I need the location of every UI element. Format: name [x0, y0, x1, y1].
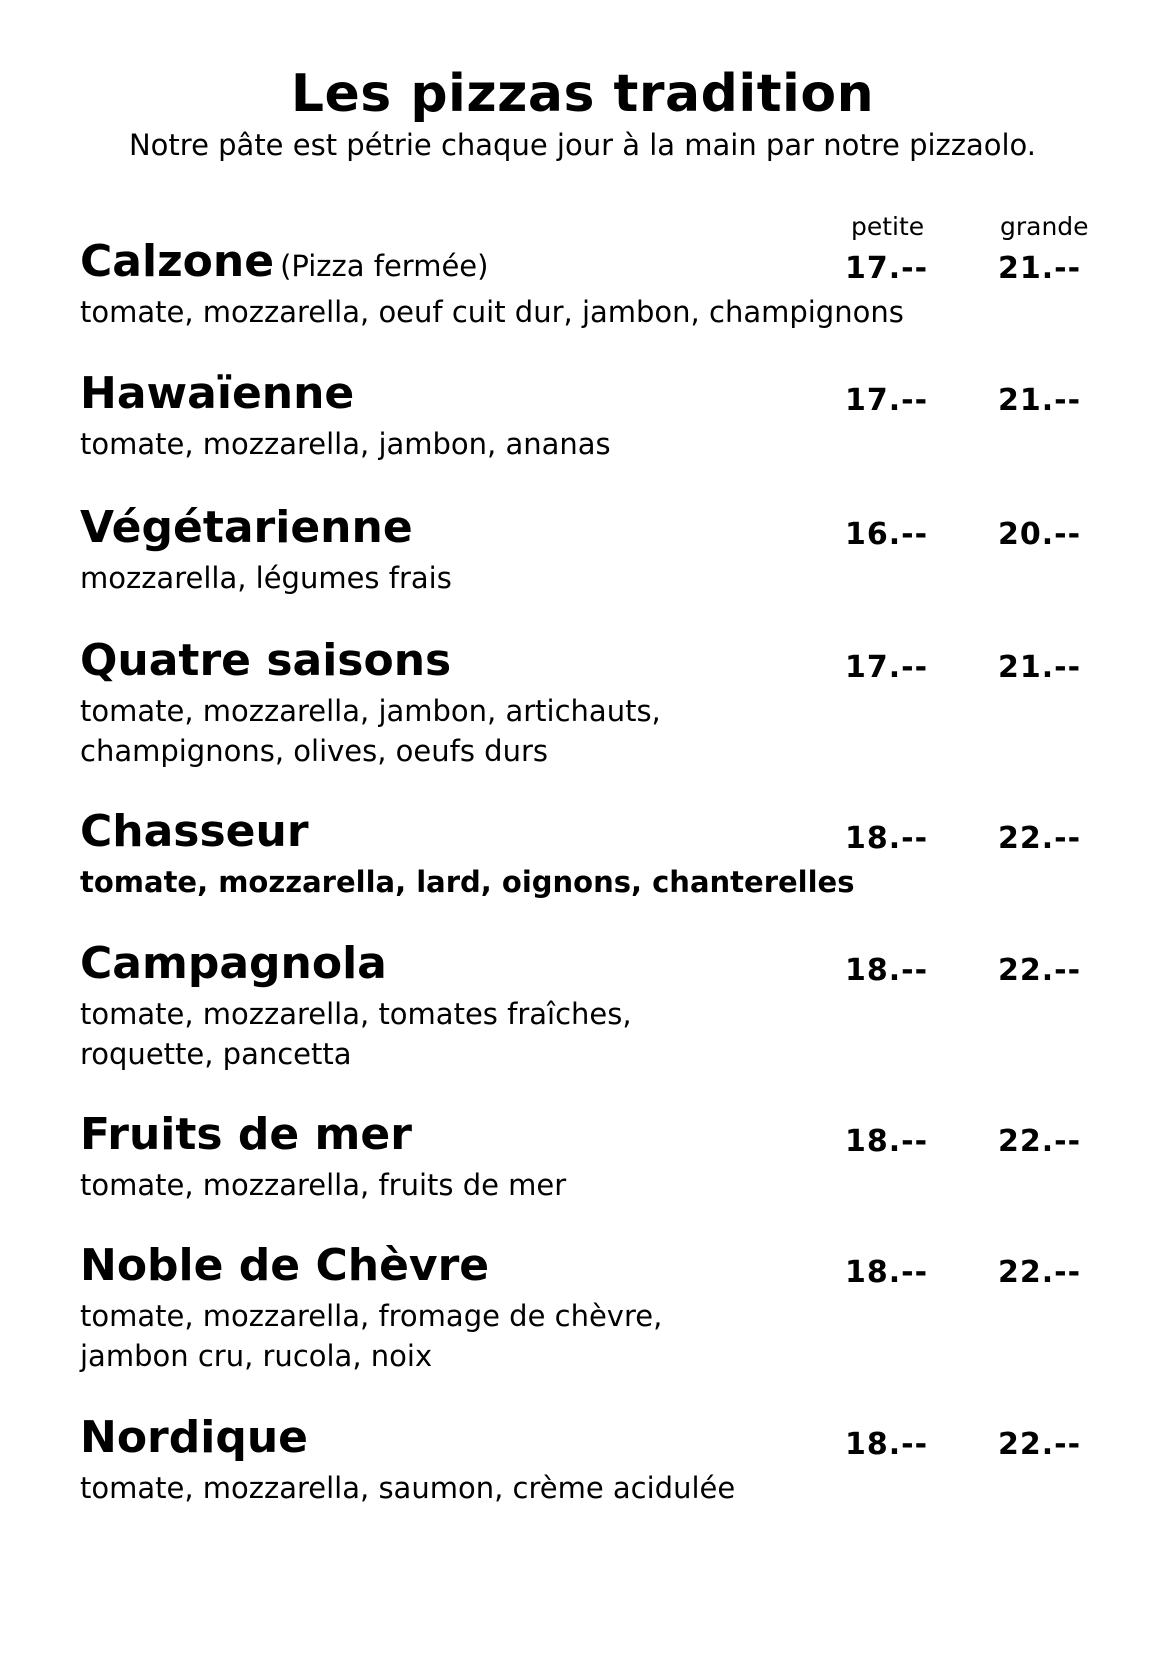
item-name: Chasseur [80, 806, 309, 857]
column-header-petite: petite [851, 212, 925, 241]
item-description-line: tomate, mozzarella, tomates fraîches, [80, 997, 632, 1031]
item-name: Fruits de mer [80, 1109, 412, 1160]
item-description: tomate, mozzarella, jambon, ananas [80, 427, 611, 461]
price-petite: 18.-- [845, 1124, 929, 1159]
item-description-line: tomate, mozzarella, fromage de chèvre, [80, 1299, 663, 1333]
item-description [80, 1296, 1100, 1376]
item-description: mozzarella, légumes frais [80, 561, 452, 595]
item-description-line: roquette, pancetta [80, 1037, 352, 1071]
price-grande: 22.-- [998, 953, 1082, 988]
item-description-line: tomate, mozzarella, jambon, artichauts, [80, 694, 661, 728]
price-petite: 17.-- [845, 650, 929, 685]
item-description [80, 691, 1100, 771]
price-grande: 22.-- [998, 821, 1082, 856]
price-petite: 17.-- [845, 251, 929, 286]
item-description: tomate, mozzarella, saumon, crème acidulée [80, 1471, 736, 1505]
item-note: (Pizza fermée) [280, 249, 489, 283]
price-petite: 18.-- [845, 821, 929, 856]
page-subtitle: Notre pâte est pétrie chaque jour à la main par notre pizzaolo. [128, 128, 1037, 162]
price-grande: 21.-- [998, 383, 1082, 418]
price-petite: 18.-- [845, 1427, 929, 1462]
menu-item-chasseur [80, 806, 1100, 902]
item-description: tomate, mozzarella, fruits de mer [80, 1168, 567, 1202]
item-description: tomate, mozzarella, lard, oignons, chanterelles [80, 865, 855, 899]
item-name: Calzone (Pizza fermée) [80, 236, 489, 287]
menu-item-campagnola [80, 938, 1100, 1074]
menu-item-hawaienne [80, 368, 1100, 464]
item-description: tomate, mozzarella, oeuf cuit dur, jambon, champignons [80, 295, 904, 329]
price-grande: 22.-- [998, 1255, 1082, 1290]
item-name: Noble de Chèvre [80, 1240, 490, 1291]
item-name: Végétarienne [80, 502, 413, 553]
price-grande: 22.-- [998, 1427, 1082, 1462]
menu-item-quatre-saisons [80, 635, 1100, 771]
item-name: Nordique [80, 1412, 308, 1463]
price-grande: 21.-- [998, 251, 1082, 286]
menu-item-fruits-de-mer [80, 1109, 1100, 1205]
item-name: Quatre saisons [80, 635, 452, 686]
page-title: Les pizzas tradition [290, 64, 875, 124]
item-description [80, 994, 1100, 1074]
menu-item-calzone [80, 236, 1100, 332]
menu-item-vegetarienne [80, 502, 1100, 598]
item-description-line: jambon cru, rucola, noix [80, 1339, 433, 1373]
item-name: Campagnola [80, 938, 387, 989]
price-petite: 18.-- [845, 953, 929, 988]
price-grande: 21.-- [998, 650, 1082, 685]
price-petite: 16.-- [845, 517, 929, 552]
price-grande: 22.-- [998, 1124, 1082, 1159]
item-name: Hawaïenne [80, 368, 355, 419]
menu-item-noble-de-chevre [80, 1240, 1100, 1376]
column-header-grande: grande [1000, 212, 1089, 241]
price-petite: 18.-- [845, 1255, 929, 1290]
menu-item-nordique [80, 1412, 1100, 1508]
item-description-line: champignons, olives, oeufs durs [80, 734, 548, 768]
price-grande: 20.-- [998, 517, 1082, 552]
price-petite: 17.-- [845, 383, 929, 418]
